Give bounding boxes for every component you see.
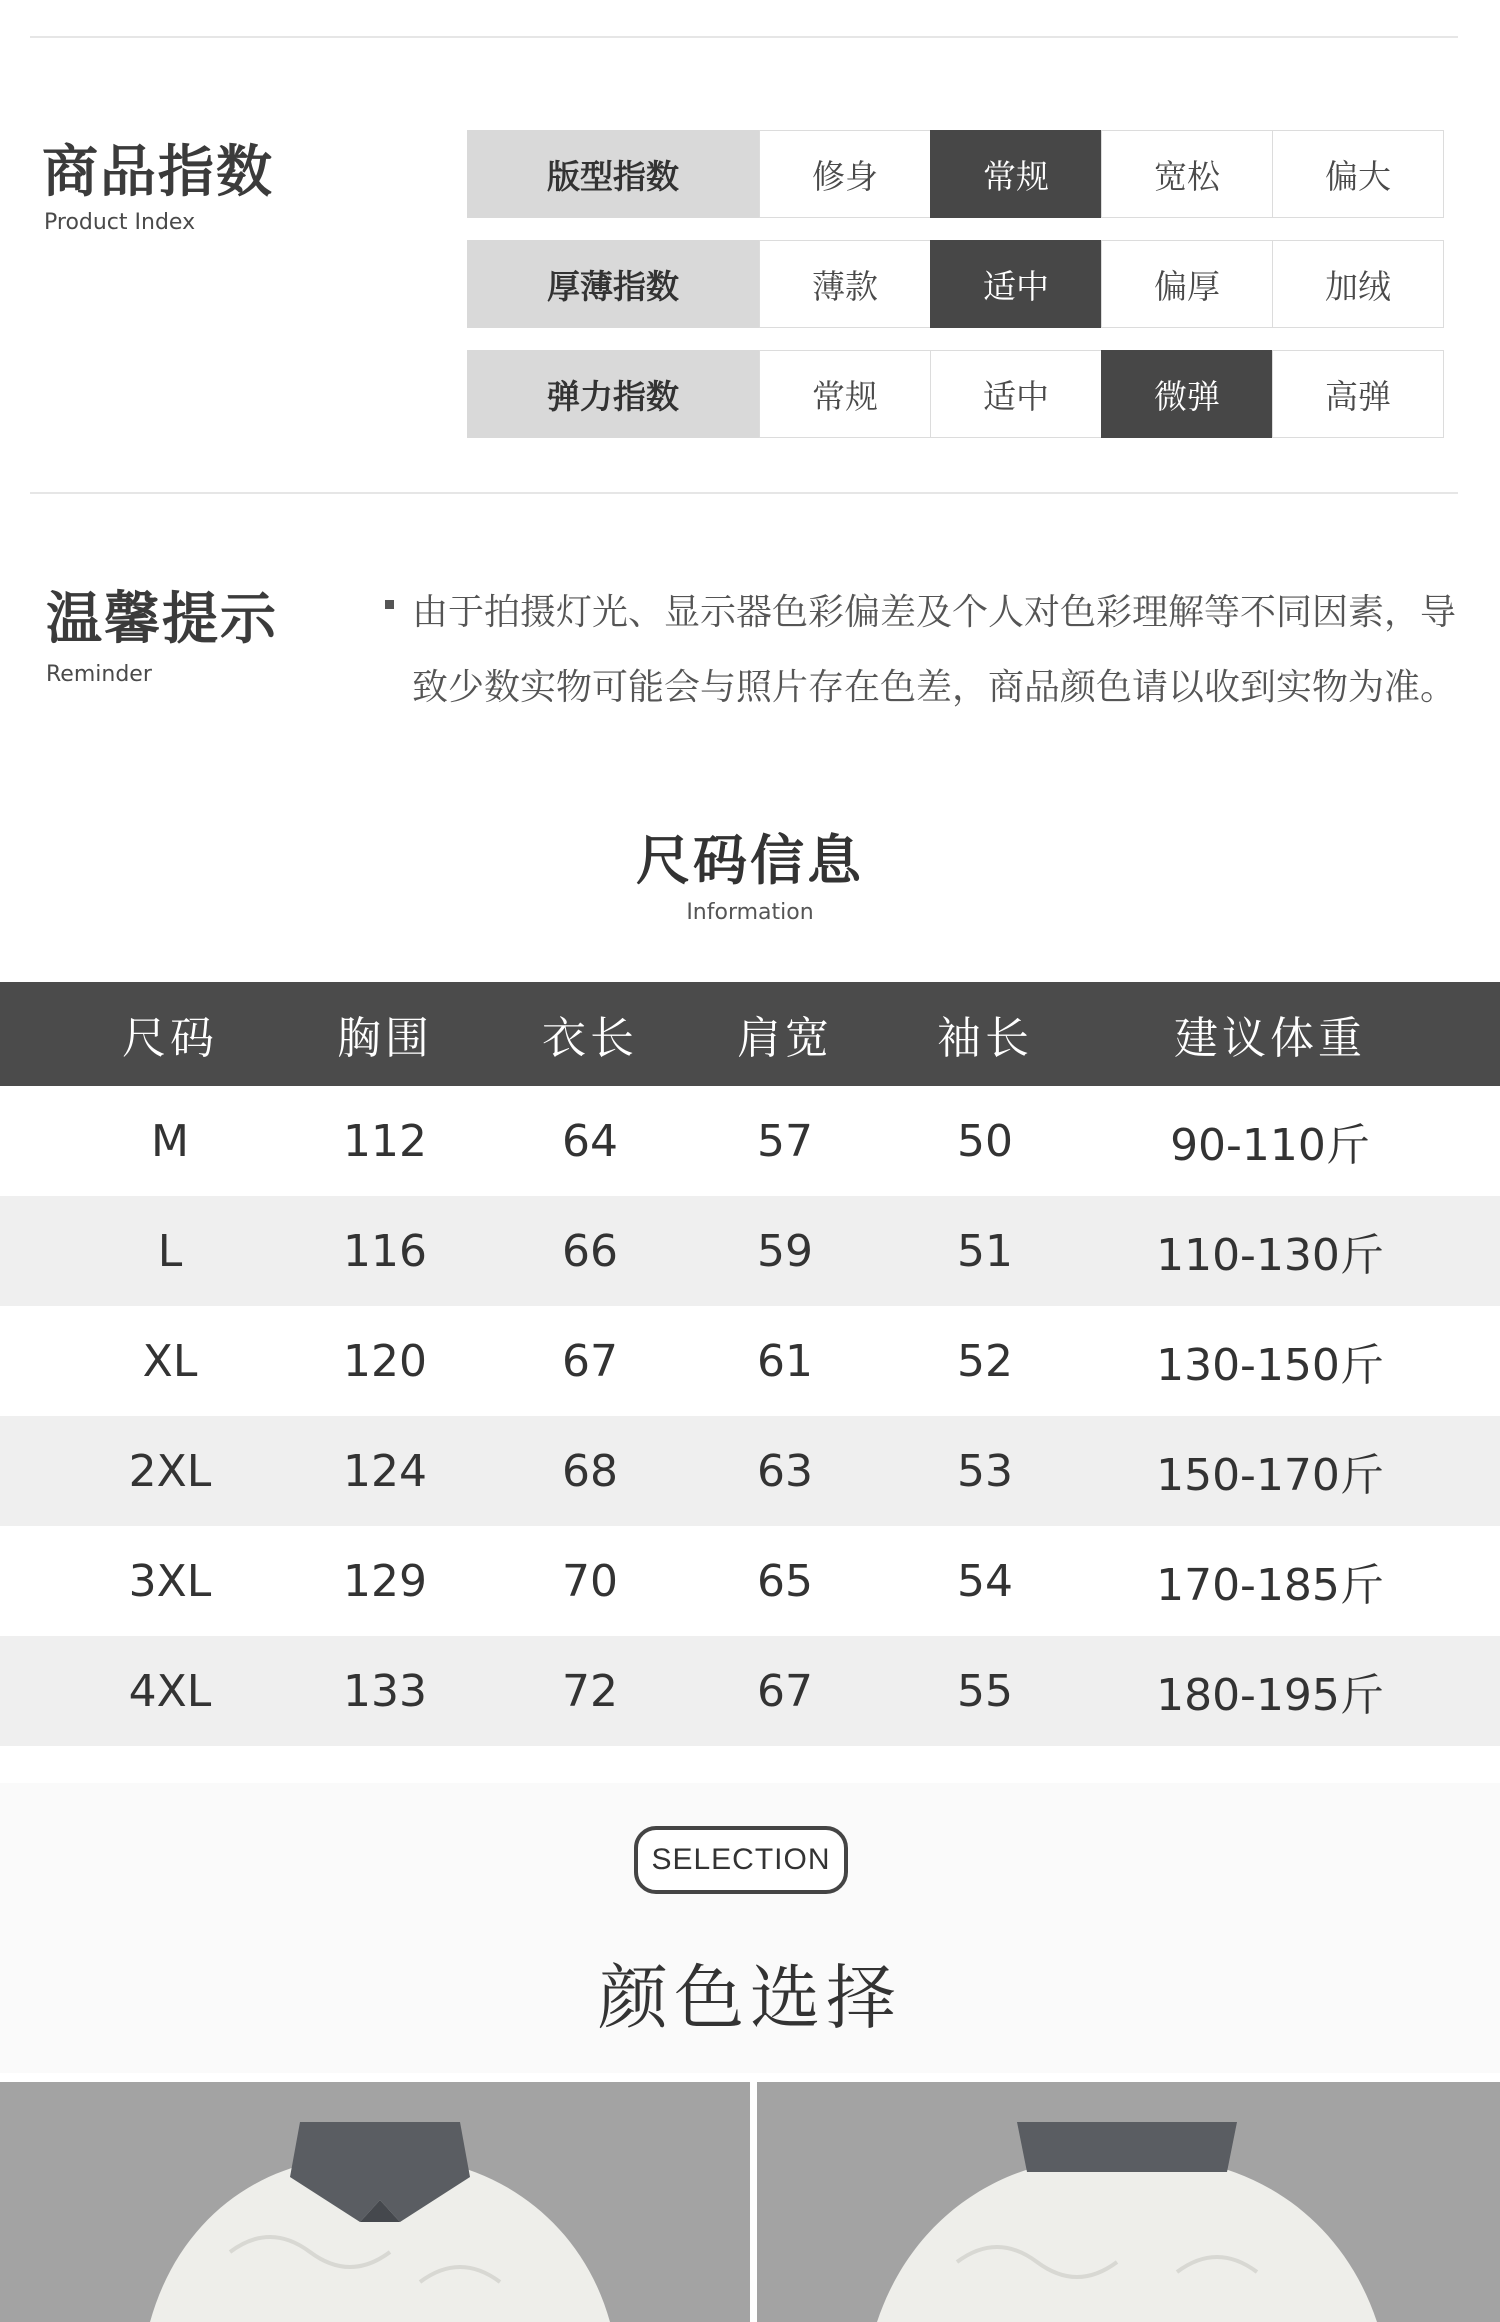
product-photo-2 xyxy=(757,2082,1500,2322)
cell-length: 68 xyxy=(562,1445,618,1497)
cell-sleeve: 55 xyxy=(957,1665,1013,1717)
header-cell: 衣长 xyxy=(542,1013,638,1064)
index-option: 适中 xyxy=(930,350,1102,438)
table-row xyxy=(0,1526,1500,1636)
cell-chest: 133 xyxy=(343,1665,427,1717)
cell-shoulder: 59 xyxy=(757,1225,813,1277)
table-row xyxy=(0,1636,1500,1746)
table-row xyxy=(0,1196,1500,1306)
cell-weight: 180-195斤 xyxy=(1156,1670,1384,1721)
cell-size: L xyxy=(157,1225,183,1277)
top-divider xyxy=(30,36,1458,38)
header-cell: 尺码 xyxy=(122,1013,218,1064)
product-photo-1 xyxy=(0,2082,750,2322)
cell-size: 4XL xyxy=(128,1665,212,1717)
cell-sleeve: 50 xyxy=(957,1115,1013,1167)
index-option: 薄款 xyxy=(759,240,931,328)
cell-weight: 150-170斤 xyxy=(1156,1450,1384,1501)
reminder-text: 由于拍摄灯光、显示器色彩偏差及个人对色彩理解等不同因素，导致少数实物可能会与照片存在色差，商品颜色请以收到实物为准。 xyxy=(412,592,1457,708)
cell-chest: 112 xyxy=(343,1115,427,1167)
cell-weight: 170-185斤 xyxy=(1156,1560,1384,1611)
cell-chest: 129 xyxy=(343,1555,427,1607)
index-option: 偏厚 xyxy=(1101,240,1273,328)
cell-shoulder: 65 xyxy=(757,1555,813,1607)
index-option-selected: 常规 xyxy=(930,130,1102,218)
cell-shoulder: 57 xyxy=(757,1115,813,1167)
bullet-icon xyxy=(385,600,394,609)
cell-length: 66 xyxy=(562,1225,618,1277)
index-option: 宽松 xyxy=(1101,130,1273,218)
product-index-title: 商品指数 xyxy=(42,140,274,205)
index-option: 修身 xyxy=(759,130,931,218)
cell-sleeve: 53 xyxy=(957,1445,1013,1497)
table-row xyxy=(0,1416,1500,1526)
cell-sleeve: 54 xyxy=(957,1555,1013,1607)
header-cell: 胸围 xyxy=(337,1013,433,1064)
size-table-header xyxy=(0,982,1500,1086)
size-table xyxy=(0,982,1500,1746)
cell-size: 3XL xyxy=(128,1555,212,1607)
cell-length: 67 xyxy=(562,1335,618,1387)
cell-chest: 116 xyxy=(343,1225,427,1277)
cell-length: 72 xyxy=(562,1665,618,1717)
size-info-subtitle: Information xyxy=(686,900,814,925)
product-index-subtitle: Product Index xyxy=(44,210,196,235)
index-row-thickness xyxy=(467,240,1448,328)
cell-size: M xyxy=(151,1115,189,1167)
cell-shoulder: 63 xyxy=(757,1445,813,1497)
cell-chest: 120 xyxy=(343,1335,427,1387)
cell-length: 70 xyxy=(562,1555,618,1607)
index-row-label: 版型指数 xyxy=(467,130,759,218)
cell-weight: 110-130斤 xyxy=(1156,1230,1384,1281)
cell-weight: 130-150斤 xyxy=(1156,1340,1384,1391)
selection-badge: SELECTION xyxy=(634,1826,848,1894)
index-option: 加绒 xyxy=(1272,240,1444,328)
cell-weight: 90-110斤 xyxy=(1170,1120,1370,1171)
index-option-selected: 微弹 xyxy=(1101,350,1273,438)
cell-chest: 124 xyxy=(343,1445,427,1497)
middle-divider xyxy=(30,492,1458,494)
cell-sleeve: 51 xyxy=(957,1225,1013,1277)
header-cell: 肩宽 xyxy=(737,1013,833,1064)
index-row-fit xyxy=(467,130,1448,218)
reminder-subtitle: Reminder xyxy=(46,662,152,687)
size-info-title: 尺码信息 xyxy=(636,829,864,892)
index-row-label: 厚薄指数 xyxy=(467,240,759,328)
reminder-title: 温馨提示 xyxy=(46,587,278,652)
index-option: 高弹 xyxy=(1272,350,1444,438)
index-row-label: 弹力指数 xyxy=(467,350,759,438)
cell-sleeve: 52 xyxy=(957,1335,1013,1387)
header-cell: 袖长 xyxy=(937,1013,1033,1064)
cell-size: 2XL xyxy=(128,1445,212,1497)
color-selection-title: 颜色选择 xyxy=(598,1957,902,2039)
index-option: 偏大 xyxy=(1272,130,1444,218)
cell-size: XL xyxy=(142,1335,198,1387)
cell-shoulder: 67 xyxy=(757,1665,813,1717)
table-row xyxy=(0,1086,1500,1196)
index-option: 常规 xyxy=(759,350,931,438)
cell-shoulder: 61 xyxy=(757,1335,813,1387)
header-cell: 建议体重 xyxy=(1174,1013,1366,1064)
index-row-elasticity xyxy=(467,350,1448,438)
table-row xyxy=(0,1306,1500,1416)
index-option-selected: 适中 xyxy=(930,240,1102,328)
cell-length: 64 xyxy=(562,1115,618,1167)
